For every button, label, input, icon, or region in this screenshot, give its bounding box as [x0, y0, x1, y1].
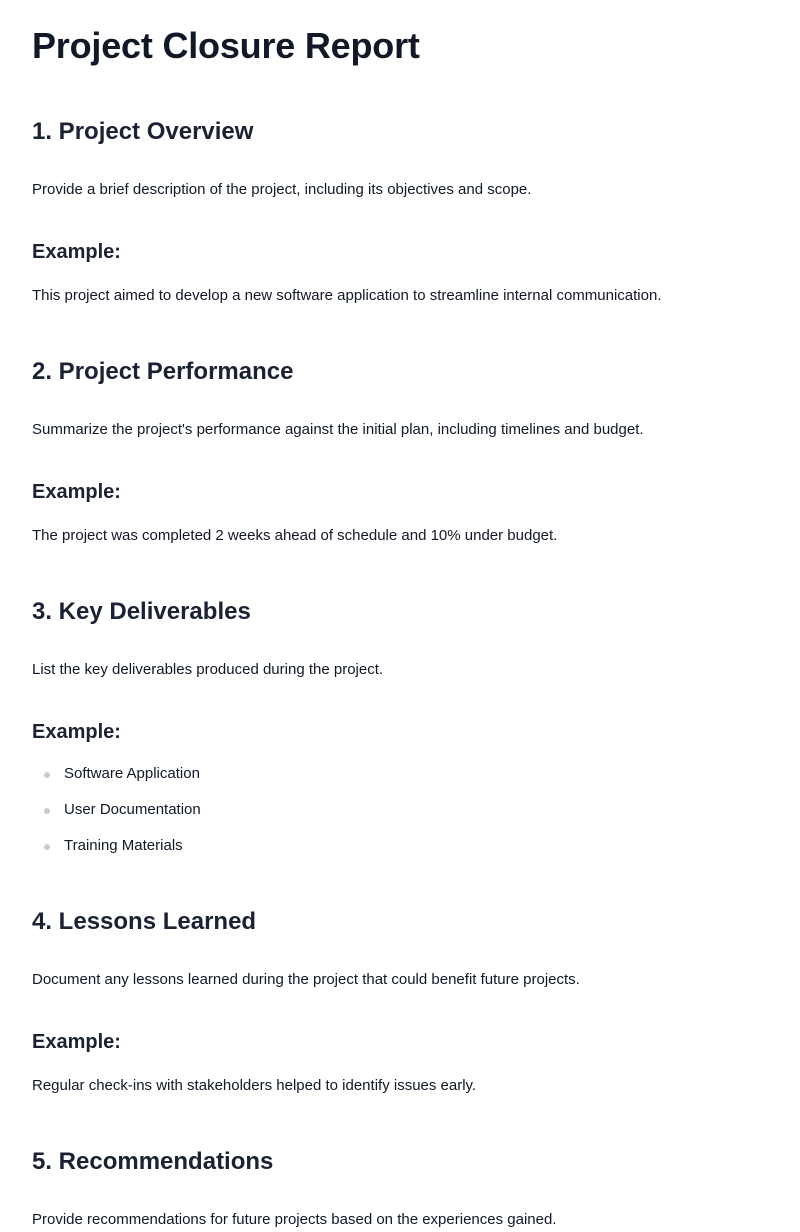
example-heading: Example:: [32, 721, 121, 743]
section-description: Provide a brief description of the project, including its objectives and scope.: [32, 181, 532, 198]
example-text: The project was completed 2 weeks ahead of schedule and 10% under budget.: [32, 527, 558, 544]
section-recommendations: [32, 1098, 768, 1232]
section-description: Provide recommendations for future projects based on the experiences gained.: [32, 1211, 557, 1228]
section-key-deliverables: [32, 548, 768, 870]
example-text: This project aimed to develop a new software application to streamline internal communication.: [32, 287, 662, 304]
section-description: List the key deliverables produced during the project.: [32, 661, 384, 678]
list-item: [32, 762, 768, 798]
section-lessons-learned: [32, 858, 768, 1098]
section-description: Summarize the project's performance against the initial plan, including timelines and budget.: [32, 421, 644, 438]
section-heading: 1. Project Overview: [32, 118, 254, 145]
list-item: [32, 798, 768, 834]
list-item: [32, 834, 768, 870]
bullet-icon: [44, 772, 50, 778]
section-heading: 4. Lessons Learned: [32, 908, 257, 935]
example-heading: Example:: [32, 481, 121, 503]
section-project-performance: [32, 308, 768, 548]
list-item-label: Software Application: [64, 765, 200, 782]
list-item-label: User Documentation: [64, 801, 201, 818]
section-heading: 2. Project Performance: [32, 358, 294, 385]
section-project-overview: [32, 68, 768, 308]
example-text: Regular check-ins with stakeholders helped to identify issues early.: [32, 1077, 477, 1094]
example-heading: Example:: [32, 241, 121, 263]
section-description: Document any lessons learned during the project that could benefit future projects.: [32, 971, 580, 988]
bullet-icon: [44, 844, 50, 850]
section-heading: 5. Recommendations: [32, 1148, 274, 1175]
example-heading: Example:: [32, 1031, 121, 1053]
page-title: Project Closure Report: [32, 25, 420, 66]
section-heading: 3. Key Deliverables: [32, 598, 251, 625]
bullet-icon: [44, 808, 50, 814]
deliverables-list: [32, 746, 768, 870]
list-item-label: Training Materials: [64, 837, 183, 854]
